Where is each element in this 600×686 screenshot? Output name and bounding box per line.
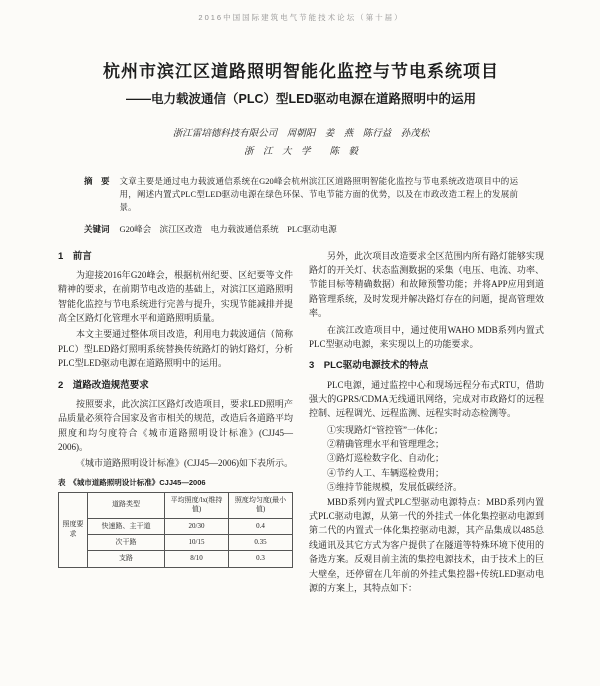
authors-line-1: 浙江雷培德科技有限公司 周朝阳 姜 燕 陈行益 孙茂松 (172, 129, 430, 139)
table-cell-avg: 20/30 (165, 518, 229, 534)
section-3-heading: 3 PLC驱动电源技术的特点 (309, 360, 429, 372)
conference-header: 2016中国国际建筑电气节能技术论坛（第十届） (198, 13, 404, 22)
two-column-body (58, 249, 544, 598)
keywords-label: 关键词 (84, 223, 110, 234)
table-cell-road-type: 支路 (88, 551, 165, 567)
section-3-paragraph-1: PLC电源，通过监控中心和现场远程分布式RTU，借助强大的GPRS/CDMA无线通讯网络，完成对市政路灯的远程控制、远程调光、远程监测、远程实时动态检测等。 (309, 379, 544, 419)
illuminance-standard-table (58, 492, 293, 568)
abstract-block (84, 175, 518, 215)
authors-line-2: 浙 江 大 学 陈 毅 (243, 147, 358, 158)
section-3-paragraph-2: MBD系列内置式PLC型驱动电源特点：MBD系列内置式PLC驱动电源，从第一代的外挂式一体化集控驱动电源到第二代的内置式一体化集控驱动电源，其产品集成以485总线通讯及其它方式为客户提供了在隧道等特殊环境下使用的备选方案。反观目前主流的集控电源技术，由于技术上的巨大壁垒，还停留在几年前的外挂式集控器+传统LED驱动电源的方案上，其特点如下： (309, 496, 544, 593)
table-header-row (59, 492, 293, 518)
abstract-label: 摘 要 (84, 176, 110, 187)
feature-item-4: ④节约人工、车辆巡检费用； (327, 467, 445, 478)
right-paragraph-1: 另外，此次项目改造要求全区范围内所有路灯能够实现路灯的开关灯、状态监测数据的采集（电压、电流、功率、节能目标等精确数据）和故障预警功能；并将APP应用到道路管理系统，及时发现并解决路灯存在的问题，提高管理效率。 (309, 250, 544, 319)
table-header-avg-illuminance: 平均照度/lx(维持值) (165, 492, 229, 518)
section-1-paragraph-2: 本文主要通过整体项目改造，利用电力载波通信（简称PLC）型LED路灯照明系统替换传统路灯的钠灯路灯，分析PLC型LED驱动电源在道路照明中的运用。 (58, 329, 293, 369)
left-column (58, 249, 293, 598)
table-cell-uniformity: 0.4 (229, 518, 293, 534)
section-1-paragraph-1: 为迎接2016年G20峰会，根据杭州纪要、区纪要等文件精神的要求，在前期节电改造的基础上，对滨江区道路照明智能化监控与节电系统进行完善与提升，实现节能减排并提高全区路灯化管理水平和道路照明质量。 (58, 269, 293, 323)
section-2-paragraph-1: 按照要求，此次滨江区路灯改造项目，要求LED照明产品质量必须符合国家及省市相关的规范，改造后各道路平均照度和均匀度符合《城市道路照明设计标准》(CJJ45—2006)。 (58, 398, 293, 452)
authors-block (58, 125, 544, 161)
right-paragraph-2: 在滨江改造项目中，通过使用WAHO MDB系列内置式PLC型驱动电源，来实现以上的功能要求。 (309, 324, 544, 349)
section-1-heading: 1 前言 (58, 250, 92, 262)
table-cell-avg: 8/10 (165, 551, 229, 567)
section-2-paragraph-2: 《城市道路照明设计标准》(CJJ45—2006)如下表所示。 (76, 458, 294, 469)
right-column (309, 249, 544, 598)
paper-subtitle: ——电力载波通信（PLC）型LED驱动电源在道路照明中的运用 (125, 92, 476, 106)
table-row (59, 551, 293, 567)
table-caption: 表 《城市道路照明设计标准》CJJ45—2006 (58, 477, 206, 487)
table-cell-road-type: 次干路 (88, 534, 165, 550)
keywords-block (84, 223, 518, 235)
keywords-text: G20峰会 滨江区改造 电力载波通信系统 PLC驱动电源 (119, 223, 337, 234)
table-row (59, 534, 293, 550)
table-row (59, 518, 293, 534)
paper-title: 杭州市滨江区道路照明智能化监控与节电系统项目 (103, 62, 499, 81)
feature-item-1: ①实现路灯“管控管”一体化； (327, 424, 443, 435)
table-cell-uniformity: 0.3 (229, 551, 293, 567)
table-side-label: 照度要求 (59, 492, 88, 567)
table-cell-uniformity: 0.35 (229, 534, 293, 550)
table-header-uniformity: 照度均匀度(最小值) (229, 492, 293, 518)
feature-item-5: ⑤维持节能规模，发展低碳经济。 (327, 482, 463, 493)
table-header-road-type: 道路类型 (88, 492, 165, 518)
feature-item-3: ③路灯巡检数字化、自动化； (327, 453, 445, 464)
feature-item-2: ②精确管理水平和管理理念； (327, 439, 445, 450)
table-cell-avg: 10/15 (165, 534, 229, 550)
abstract-text: 文章主要是通过电力载波通信系统在G20峰会杭州滨江区道路照明智能化监控与节电系统改造项目中的运用，阐述内置式PLC型LED驱动电源在绿色环保、节电节能方面的优势，以及在市政改造工程上的发展前景。 (119, 176, 518, 213)
table-cell-road-type: 快速路、主干道 (88, 518, 165, 534)
section-2-heading: 2 道路改造规范要求 (58, 379, 149, 391)
feature-list (309, 423, 544, 495)
